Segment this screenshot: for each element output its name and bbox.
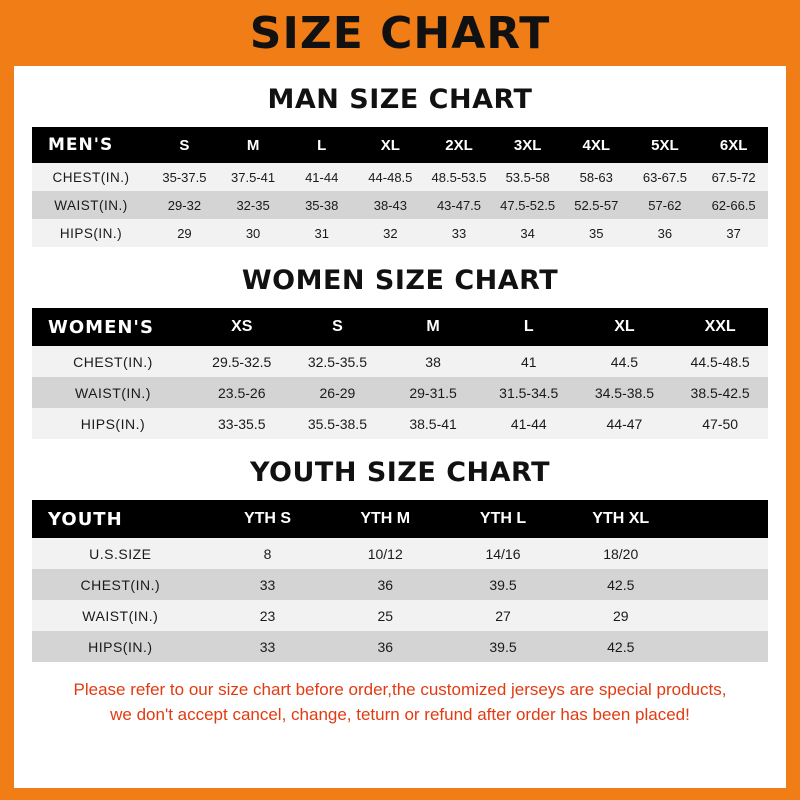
youth-row-chest-label: CHEST(IN.) (32, 569, 209, 600)
men-header-5xl: 5XL (631, 127, 700, 163)
youth-header-m: YTH M (326, 500, 444, 538)
men-hips-s: 29 (150, 219, 219, 247)
women-table-body (32, 346, 768, 439)
men-section-title: MAN SIZE CHART (267, 84, 533, 115)
men-hips-6xl: 37 (699, 219, 768, 247)
table-row (32, 631, 768, 662)
youth-row-hips-label: HIPS(IN.) (32, 631, 209, 662)
youth-table-body (32, 538, 768, 662)
women-waist-xxl: 38.5-42.5 (672, 377, 768, 408)
youth-hips-m: 36 (326, 631, 444, 662)
youth-hips-s: 33 (209, 631, 327, 662)
women-hips-xxl: 47-50 (672, 408, 768, 439)
men-waist-l: 35-38 (287, 191, 356, 219)
women-table-header (32, 308, 768, 346)
men-table-header (32, 127, 768, 163)
footer-note (38, 678, 762, 727)
men-chest-s: 35-37.5 (150, 163, 219, 191)
women-hips-m: 38.5-41 (385, 408, 481, 439)
women-header-label: WOMEN'S (32, 308, 194, 346)
table-row (32, 163, 768, 191)
men-hips-5xl: 36 (631, 219, 700, 247)
table-row (32, 346, 768, 377)
footer-note-line-1: Please refer to our size chart before order,the customized jerseys are special products, (73, 680, 727, 699)
men-header-3xl: 3XL (493, 127, 562, 163)
men-row-chest-label: CHEST(IN.) (32, 163, 150, 191)
banner (0, 0, 800, 66)
youth-table-header (32, 500, 768, 538)
women-waist-xs: 23.5-26 (194, 377, 290, 408)
women-waist-m: 29-31.5 (385, 377, 481, 408)
women-hips-l: 41-44 (481, 408, 577, 439)
men-chest-6xl: 67.5-72 (699, 163, 768, 191)
women-row-chest-label: CHEST(IN.) (32, 346, 194, 377)
youth-header-s: YTH S (209, 500, 327, 538)
women-header-xxl: XXL (672, 308, 768, 346)
youth-ussize-m: 10/12 (326, 538, 444, 569)
women-waist-xl: 34.5-38.5 (577, 377, 673, 408)
men-header-2xl: 2XL (425, 127, 494, 163)
youth-waist-l: 27 (444, 600, 562, 631)
table-header-row (32, 127, 768, 163)
men-chest-m: 37.5-41 (219, 163, 288, 191)
men-waist-xl: 38-43 (356, 191, 425, 219)
men-chest-xl: 44-48.5 (356, 163, 425, 191)
youth-header-label: YOUTH (32, 500, 209, 538)
men-header-l: L (287, 127, 356, 163)
men-hips-l: 31 (287, 219, 356, 247)
men-row-hips-label: HIPS(IN.) (32, 219, 150, 247)
men-size-table (32, 127, 768, 247)
men-header-label: MEN'S (32, 127, 150, 163)
women-header-l: L (481, 308, 577, 346)
men-header-6xl: 6XL (699, 127, 768, 163)
men-waist-2xl: 43-47.5 (425, 191, 494, 219)
youth-ussize-xl: 18/20 (562, 538, 680, 569)
youth-chest-s: 33 (209, 569, 327, 600)
table-header-row (32, 308, 768, 346)
women-header-xs: XS (194, 308, 290, 346)
women-chest-xs: 29.5-32.5 (194, 346, 290, 377)
table-row (32, 600, 768, 631)
women-hips-s: 35.5-38.5 (290, 408, 386, 439)
youth-waist-m: 25 (326, 600, 444, 631)
men-waist-6xl: 62-66.5 (699, 191, 768, 219)
youth-waist-s: 23 (209, 600, 327, 631)
men-chest-2xl: 48.5-53.5 (425, 163, 494, 191)
table-row (32, 377, 768, 408)
women-header-s: S (290, 308, 386, 346)
men-waist-m: 32-35 (219, 191, 288, 219)
youth-ussize-l: 14/16 (444, 538, 562, 569)
men-chest-4xl: 58-63 (562, 163, 631, 191)
youth-hips-l: 39.5 (444, 631, 562, 662)
content (14, 84, 786, 727)
youth-hips-spacer (680, 631, 768, 662)
youth-ussize-spacer (680, 538, 768, 569)
women-chest-m: 38 (385, 346, 481, 377)
youth-header-spacer (680, 500, 768, 538)
women-chest-xxl: 44.5-48.5 (672, 346, 768, 377)
women-header-m: M (385, 308, 481, 346)
youth-chest-spacer (680, 569, 768, 600)
women-chest-l: 41 (481, 346, 577, 377)
men-header-m: M (219, 127, 288, 163)
men-waist-4xl: 52.5-57 (562, 191, 631, 219)
youth-size-table (32, 500, 768, 662)
table-row (32, 538, 768, 569)
men-header-xl: XL (356, 127, 425, 163)
women-hips-xs: 33-35.5 (194, 408, 290, 439)
women-hips-xl: 44-47 (577, 408, 673, 439)
women-chest-xl: 44.5 (577, 346, 673, 377)
men-row-waist-label: WAIST(IN.) (32, 191, 150, 219)
men-waist-5xl: 57-62 (631, 191, 700, 219)
men-hips-3xl: 34 (493, 219, 562, 247)
youth-hips-xl: 42.5 (562, 631, 680, 662)
youth-row-ussize-label: U.S.SIZE (32, 538, 209, 569)
footer-note-line-2: we don't accept cancel, change, teturn or refund after order has been placed! (110, 704, 690, 724)
women-waist-s: 26-29 (290, 377, 386, 408)
men-header-4xl: 4XL (562, 127, 631, 163)
table-row (32, 408, 768, 439)
youth-row-waist-label: WAIST(IN.) (32, 600, 209, 631)
men-chest-l: 41-44 (287, 163, 356, 191)
table-row (32, 219, 768, 247)
men-chest-3xl: 53.5-58 (493, 163, 562, 191)
youth-chest-l: 39.5 (444, 569, 562, 600)
youth-header-xl: YTH XL (562, 500, 680, 538)
men-waist-3xl: 47.5-52.5 (493, 191, 562, 219)
youth-ussize-s: 8 (209, 538, 327, 569)
men-table-body (32, 163, 768, 247)
women-header-xl: XL (577, 308, 673, 346)
men-header-s: S (150, 127, 219, 163)
youth-section-title: YOUTH SIZE CHART (249, 457, 551, 488)
women-row-waist-label: WAIST(IN.) (32, 377, 194, 408)
table-header-row (32, 500, 768, 538)
women-chest-s: 32.5-35.5 (290, 346, 386, 377)
youth-chest-m: 36 (326, 569, 444, 600)
women-waist-l: 31.5-34.5 (481, 377, 577, 408)
women-row-hips-label: HIPS(IN.) (32, 408, 194, 439)
men-waist-s: 29-32 (150, 191, 219, 219)
men-hips-m: 30 (219, 219, 288, 247)
men-chest-5xl: 63-67.5 (631, 163, 700, 191)
men-hips-4xl: 35 (562, 219, 631, 247)
table-row (32, 569, 768, 600)
page-title: SIZE CHART (249, 7, 551, 59)
women-section-title: WOMEN SIZE CHART (241, 265, 559, 296)
men-hips-xl: 32 (356, 219, 425, 247)
table-row (32, 191, 768, 219)
men-hips-2xl: 33 (425, 219, 494, 247)
youth-chest-xl: 42.5 (562, 569, 680, 600)
youth-header-l: YTH L (444, 500, 562, 538)
youth-waist-xl: 29 (562, 600, 680, 631)
women-size-table (32, 308, 768, 439)
youth-waist-spacer (680, 600, 768, 631)
